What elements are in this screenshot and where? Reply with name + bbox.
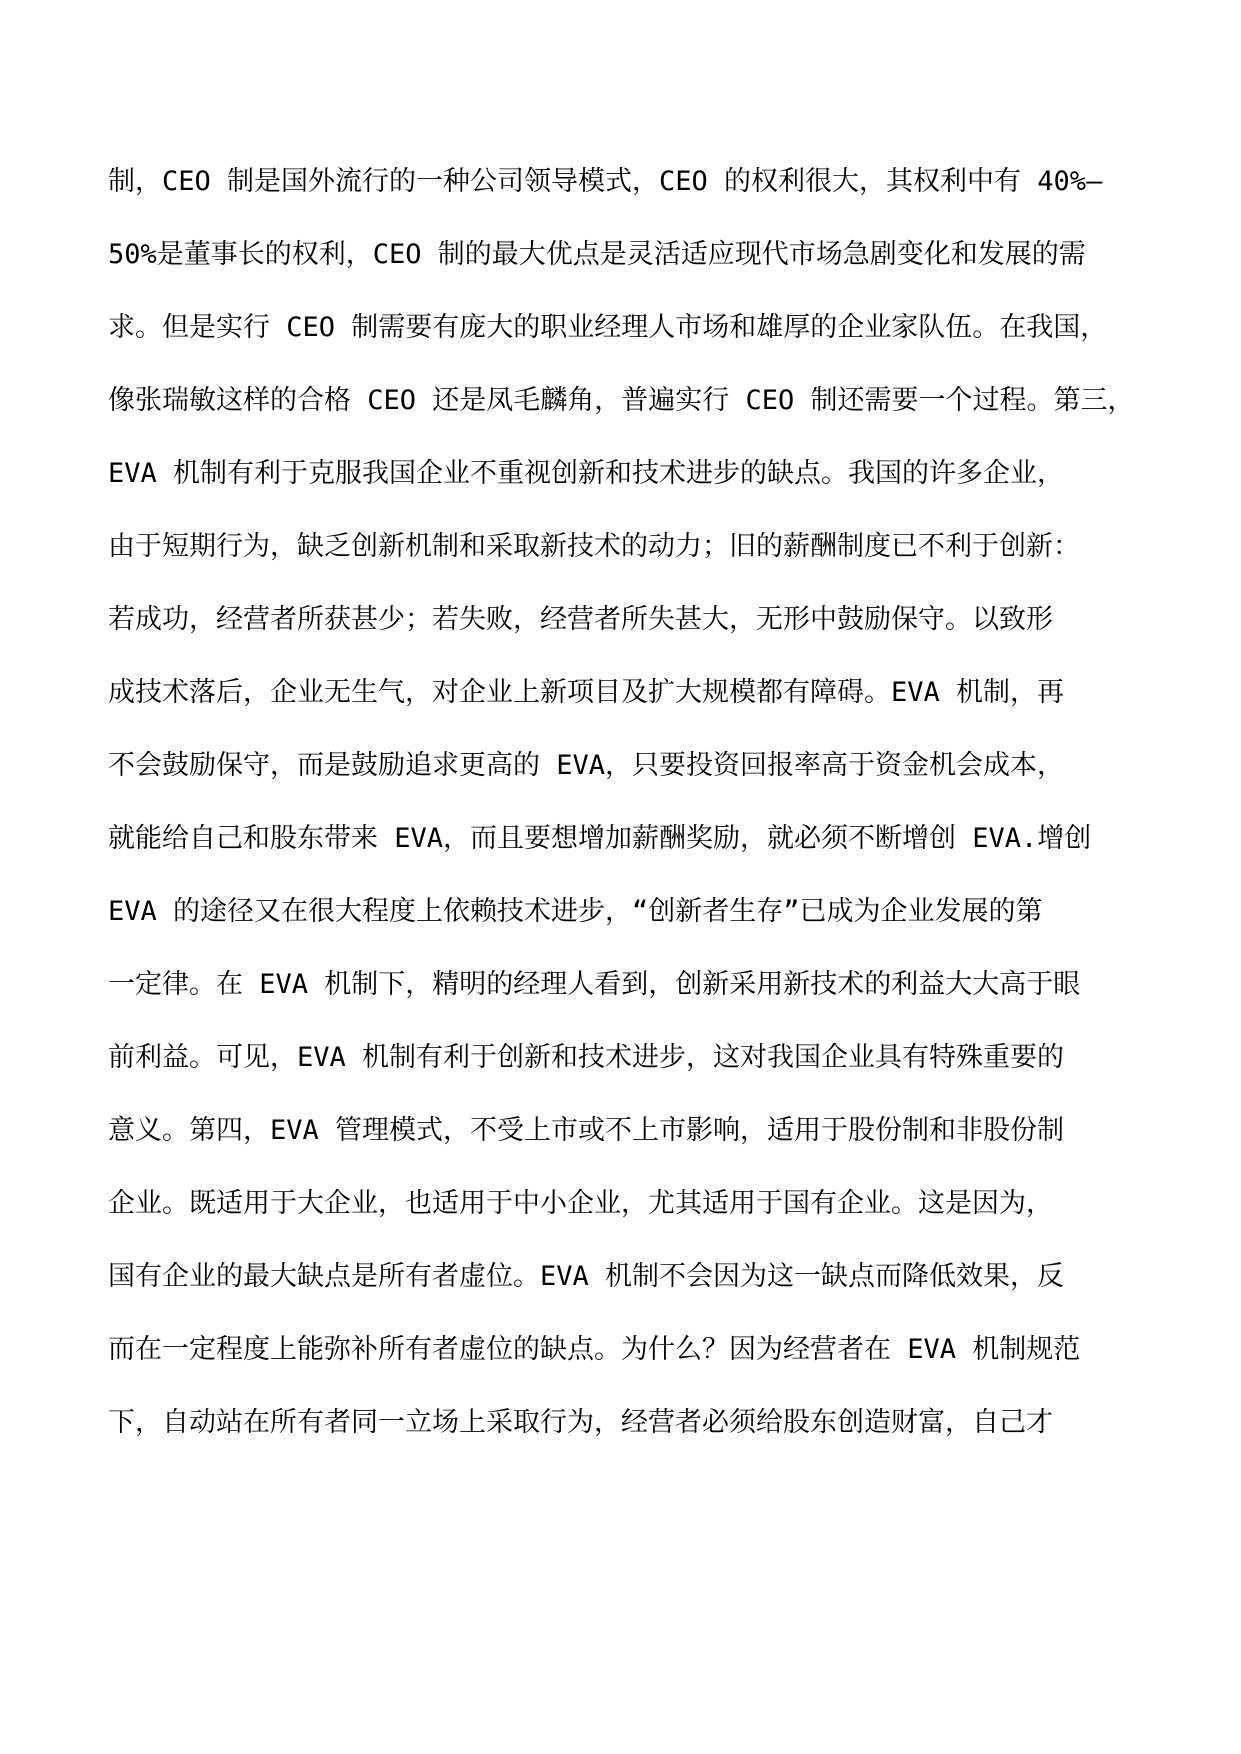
- text-line: 由于短期行为，缺乏创新机制和采取新技术的动力；旧的薪酬制度已不利于创新：: [108, 531, 1080, 562]
- text-line: 下，自动站在所有者同一立场上采取行为，经营者必须给股东创造财富，自己才: [108, 1407, 1053, 1438]
- text-line: 像张瑞敏这样的合格 CEO 还是凤毛麟角，普遍实行 CEO 制还需要一个过程。第三，: [108, 385, 1135, 416]
- text-line: 若成功，经营者所获甚少；若失败，经营者所失甚大，无形中鼓励保守。以致形: [108, 604, 1053, 635]
- text-line: EVA 的途径又在很大程度上依赖技术进步，“创新者生存”已成为企业发展的第: [108, 896, 1043, 927]
- text-line: 前利益。可见，EVA 机制有利于创新和技术进步，这对我国企业具有特殊重要的: [108, 1042, 1065, 1073]
- text-line: 一定律。在 EVA 机制下，精明的经理人看到，创新采用新技术的利益大大高于眼: [108, 969, 1081, 1000]
- text-line: 国有企业的最大缺点是所有者虚位。EVA 机制不会因为这一缺点而降低效果，反: [108, 1261, 1065, 1292]
- text-line: 求。但是实行 CEO 制需要有庞大的职业经理人市场和雄厚的企业家队伍。在我国，: [108, 312, 1108, 343]
- text-line: 企业。既适用于大企业，也适用于中小企业，尤其适用于国有企业。这是因为，: [108, 1188, 1053, 1219]
- text-line: 就能给自己和股东带来 EVA，而且要想增加薪酬奖励，就必须不断增创 EVA.增创: [108, 823, 1092, 854]
- text-line: 制，CEO 制是国外流行的一种公司领导模式，CEO 的权利很大，其权利中有 40%—: [108, 166, 1103, 197]
- text-line: EVA 机制有利于克服我国企业不重视创新和技术进步的缺点。我国的许多企业，: [108, 458, 1065, 489]
- text-line: 而在一定程度上能弥补所有者虚位的缺点。为什么？因为经营者在 EVA 机制规范: [108, 1334, 1081, 1365]
- text-line: 意义。第四，EVA 管理模式，不受上市或不上市影响，适用于股份制和非股份制: [108, 1115, 1065, 1146]
- text-line: 成技术落后，企业无生气，对企业上新项目及扩大规模都有障碍。EVA 机制，再: [108, 677, 1065, 708]
- text-line: 50%是董事长的权利，CEO 制的最大优点是灵活适应现代市场急剧变化和发展的需: [108, 239, 1086, 270]
- text-line: 不会鼓励保守，而是鼓励追求更高的 EVA，只要投资回报率高于资金机会成本，: [108, 750, 1065, 781]
